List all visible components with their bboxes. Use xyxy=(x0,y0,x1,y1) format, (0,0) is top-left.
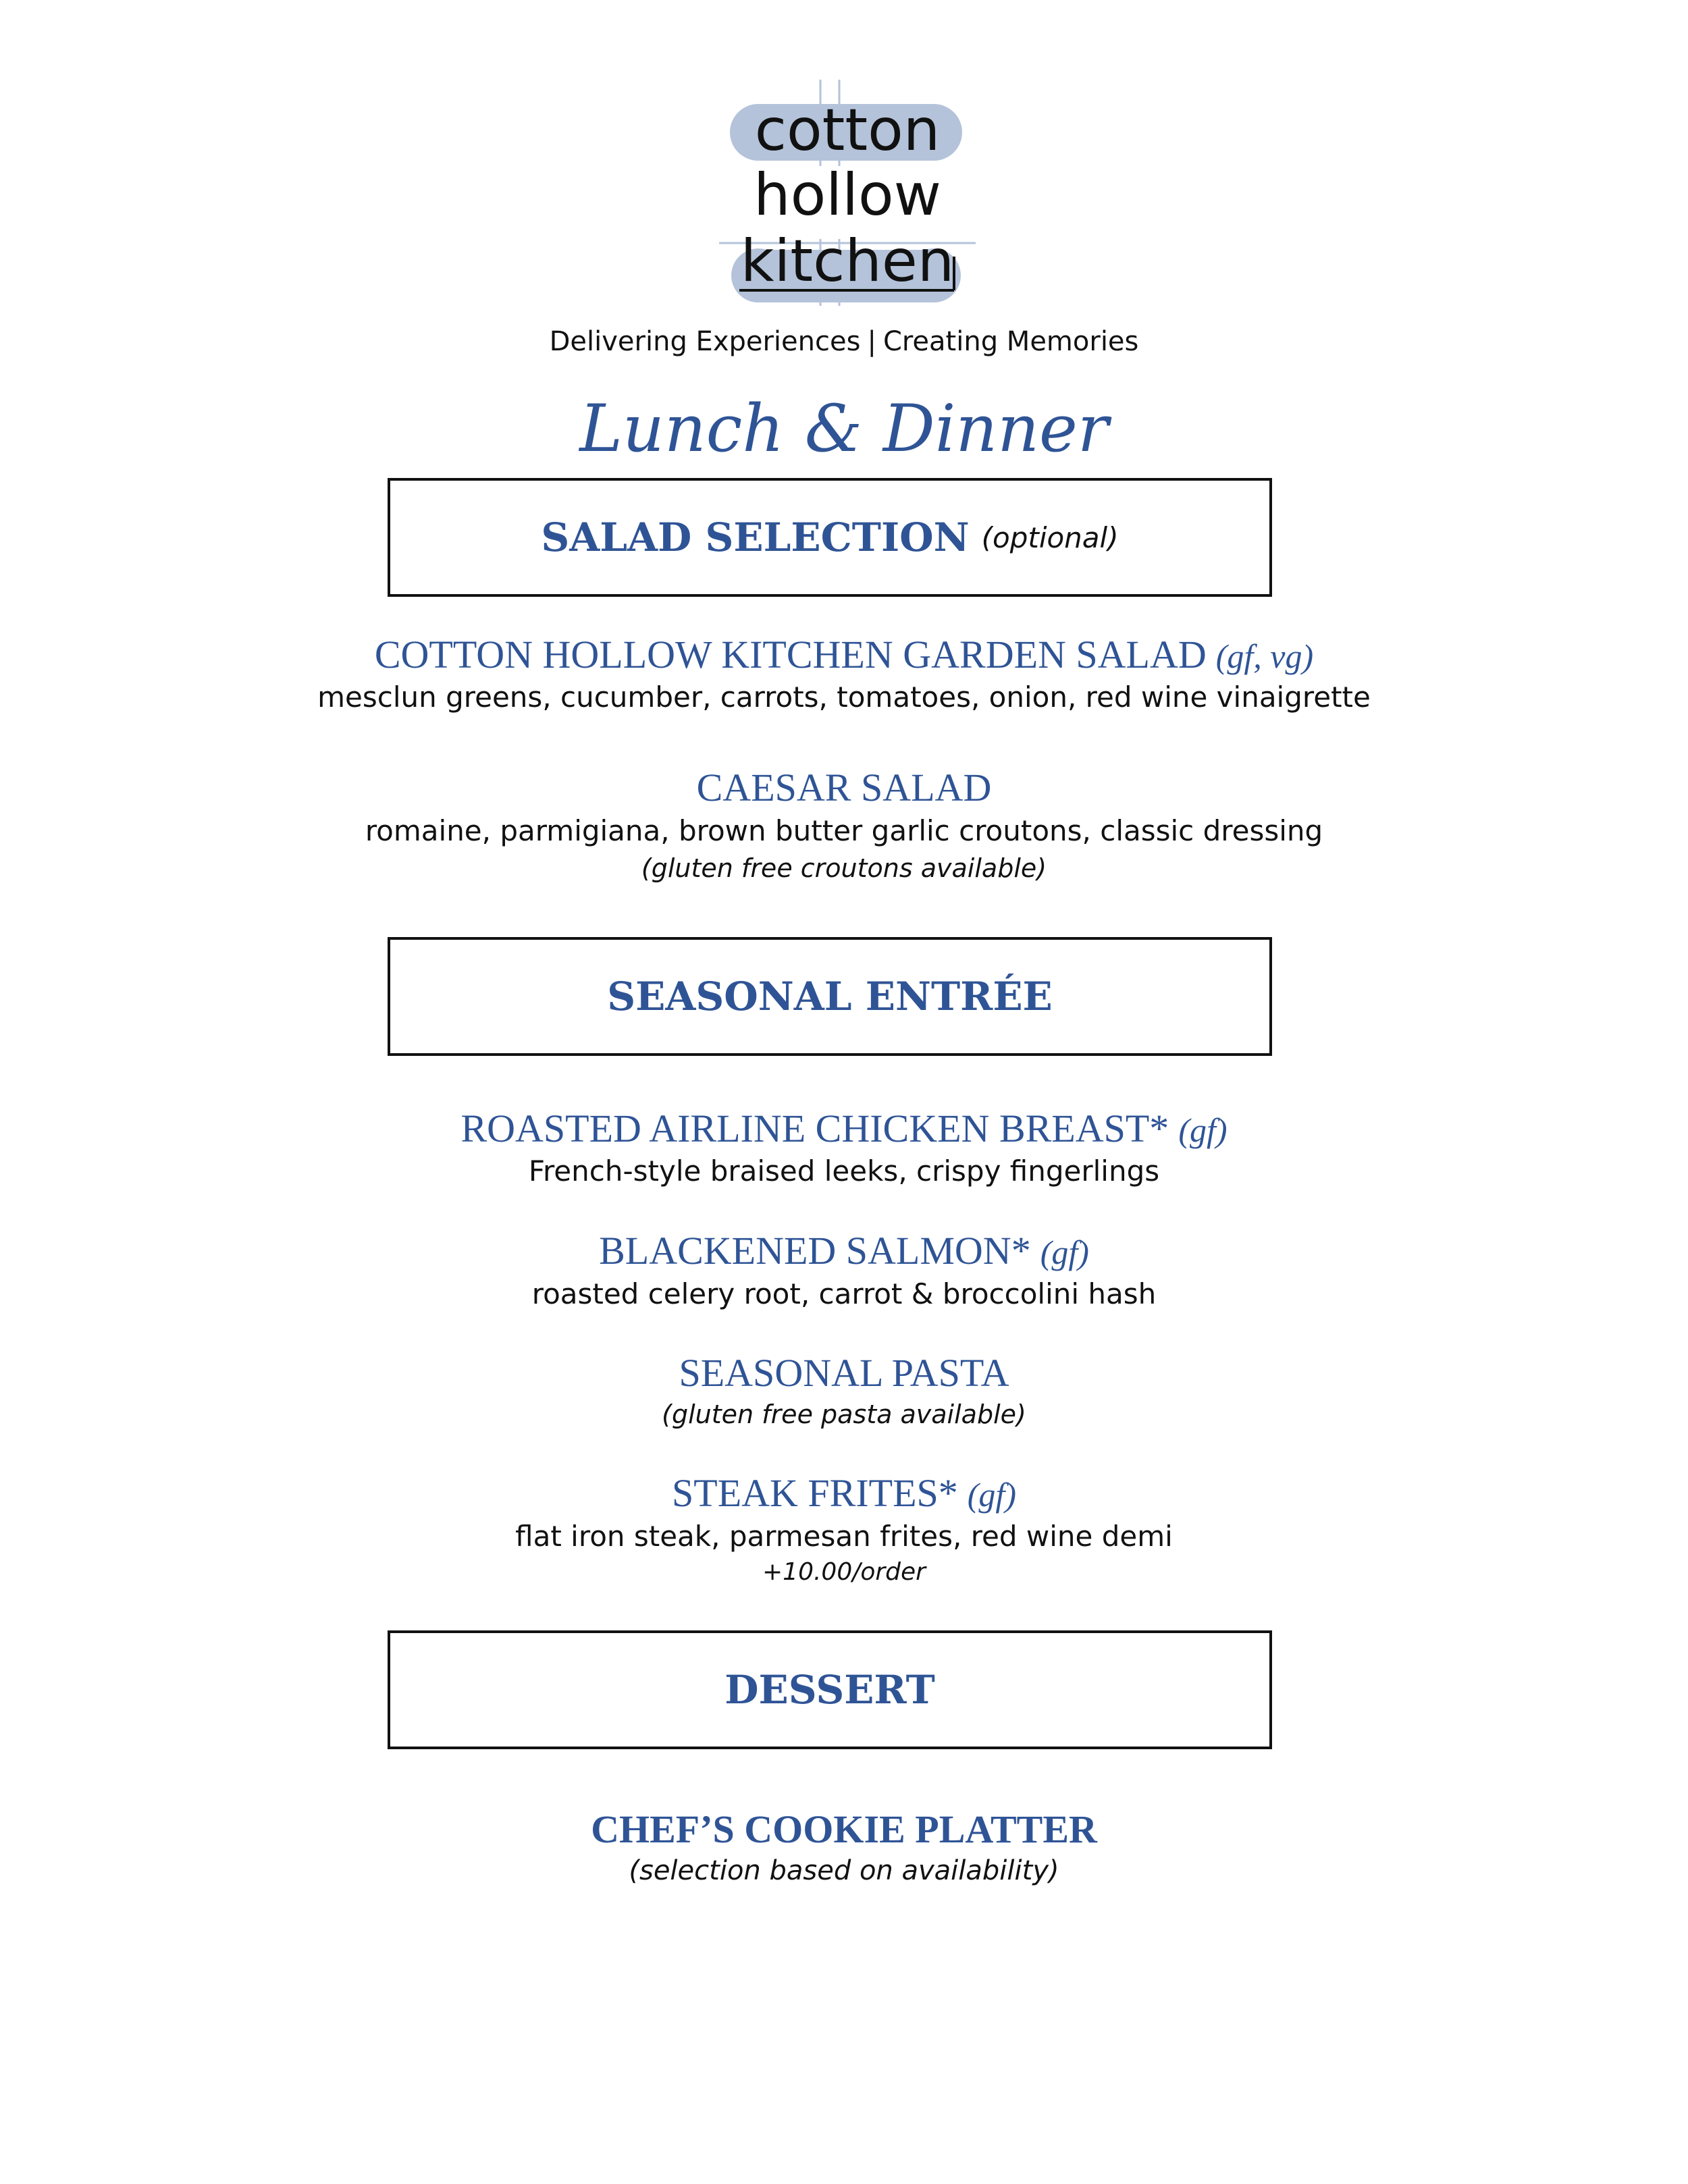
section-title-entree: SEASONAL ENTRÉE xyxy=(607,974,1053,1019)
menu-item-name xyxy=(0,1470,1688,1518)
item-name-pasta: SEASONAL PASTA xyxy=(679,1351,1009,1395)
item-tag-steak: (gf) xyxy=(967,1476,1016,1514)
item-note-pasta: (gluten free pasta available) xyxy=(662,1400,1026,1429)
section-header-salad xyxy=(388,478,1272,597)
item-name-garden-salad: COTTON HOLLOW KITCHEN GARDEN SALAD xyxy=(374,633,1207,676)
section-header-entree xyxy=(388,937,1272,1056)
section-title-dessert: DESSERT xyxy=(724,1667,935,1713)
item-tag-salmon: (gf) xyxy=(1040,1233,1089,1271)
item-desc-salmon: roasted celery root, carrot & broccolini hash xyxy=(531,1277,1157,1310)
item-tag-garden-salad: (gf, vg) xyxy=(1215,637,1314,675)
cotton-hollow-kitchen-logo xyxy=(719,80,976,306)
item-tag-chicken: (gf) xyxy=(1178,1111,1228,1149)
section-title-salad: SALAD SELECTION xyxy=(541,514,970,560)
logo-word-cotton: cotton xyxy=(754,97,941,164)
tagline-right: Creating Memories xyxy=(882,326,1139,357)
item-note-cookie-platter: (selection based on availability) xyxy=(629,1855,1059,1886)
section-header-dessert xyxy=(388,1630,1272,1749)
item-note-caesar-salad: (gluten free croutons available) xyxy=(641,853,1047,883)
tagline-left: Delivering Experiences xyxy=(549,326,861,357)
item-name-caesar-salad: CAESAR SALAD xyxy=(696,766,992,809)
item-desc-steak: flat iron steak, parmesan frites, red wine demi xyxy=(515,1520,1173,1553)
menu-item-name xyxy=(0,631,1688,680)
page-title: Lunch & Dinner xyxy=(579,391,1109,467)
section-note-salad: (optional) xyxy=(981,521,1119,554)
tagline-separator: | xyxy=(867,326,876,357)
item-desc-caesar-salad: romaine, parmigiana, brown butter garlic croutons, classic dressing xyxy=(365,814,1323,847)
logo-word-hollow: hollow xyxy=(754,161,941,229)
item-name-cookie-platter: CHEF’S COOKIE PLATTER xyxy=(591,1807,1097,1851)
item-desc-garden-salad: mesclun greens, cucumber, carrots, tomatoes, onion, red wine vinaigrette xyxy=(317,681,1371,714)
item-note-steak: +10.00/order xyxy=(762,1558,926,1586)
item-name-steak: STEAK FRITES* xyxy=(672,1471,958,1515)
menu-item-name xyxy=(0,1227,1688,1276)
item-desc-chicken: French-style braised leeks, crispy fingerlings xyxy=(528,1154,1160,1188)
item-name-chicken: ROASTED AIRLINE CHICKEN BREAST* xyxy=(460,1107,1169,1150)
logo-word-kitchen: kitchen xyxy=(740,228,955,295)
item-name-salmon: BLACKENED SALMON* xyxy=(599,1229,1031,1273)
menu-item-name xyxy=(0,1105,1688,1154)
tagline xyxy=(0,323,1688,361)
